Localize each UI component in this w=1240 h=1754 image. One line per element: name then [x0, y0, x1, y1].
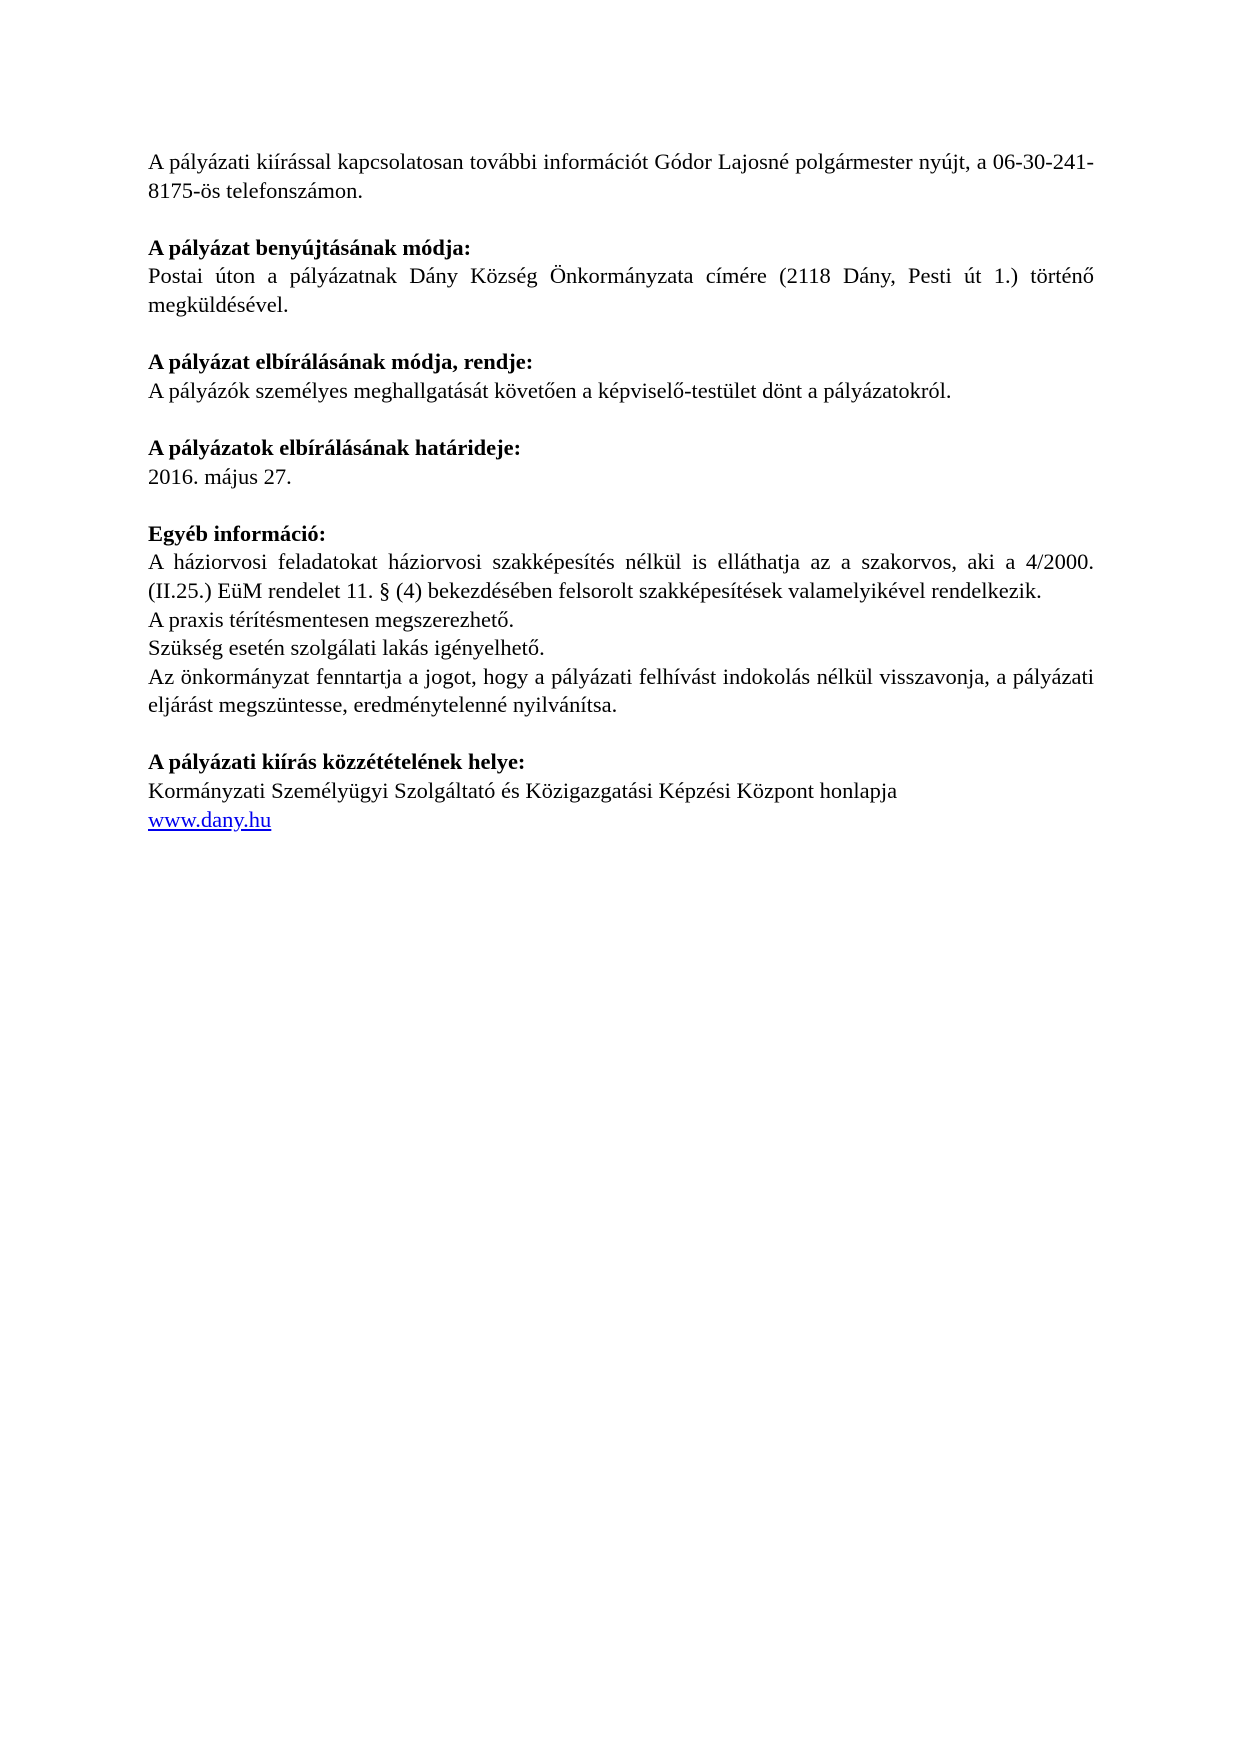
website-link[interactable]: www.dany.hu — [148, 806, 272, 832]
section-heading-publication: A pályázati kiírás közzétételének helye: — [148, 749, 526, 775]
section-heading-evaluation: A pályázat elbírálásának módja, rendje: — [148, 349, 534, 375]
section-body-deadline: 2016. május 27. — [148, 463, 292, 489]
section-body-submission: Postai úton a pályázatnak Dány Község Önkormányzata címére (2118 Dány, Pesti út 1.) történő megküldésével. — [148, 263, 1094, 317]
section-body-evaluation: A pályázók személyes meghallgatását követően a képviselő-testület dönt a pályázatokról. — [148, 377, 952, 403]
other-info-paragraph: Szükség esetén szolgálati lakás igényelhető. — [148, 635, 545, 661]
section-heading-other-info: Egyéb információ: — [148, 520, 327, 546]
intro-paragraph: A pályázati kiírással kapcsolatosan további információt Gódor Lajosné polgármester nyújt, a 06-30-241-8175-ös telefonszámon. — [148, 149, 1094, 203]
other-info-paragraph: A háziorvosi feladatokat háziorvosi szakképesítés nélkül is elláthatja az a szakorvos, aki a 4/2000. (II.25.) EüM rendelet 11. § (4) bekezdésében felsorolt szakképesítések valamelyikével rendelkezik. — [148, 549, 1094, 603]
spacer — [148, 720, 1094, 749]
section-evaluation — [148, 348, 1094, 405]
section-submission — [148, 234, 1094, 320]
section-heading-deadline: A pályázatok elbírálásának határideje: — [148, 434, 522, 460]
section-body-publication: Kormányzati Személyügyi Szolgáltató és Közigazgatási Képzési Központ honlapja — [148, 778, 898, 804]
section-heading-submission: A pályázat benyújtásának módja: — [148, 234, 472, 260]
spacer — [148, 405, 1094, 434]
spacer — [148, 491, 1094, 520]
document-body — [148, 148, 1094, 834]
spacer — [148, 320, 1094, 349]
section-deadline — [148, 434, 1094, 491]
spacer — [148, 205, 1094, 234]
other-info-paragraph: Az önkormányzat fenntartja a jogot, hogy a pályázati felhívást indokolás nélkül visszavonja, a pályázati eljárást megszüntesse, eredménytelenné nyilvánítsa. — [148, 663, 1094, 718]
section-publication — [148, 748, 1094, 834]
other-info-paragraph: A praxis térítésmentesen megszerezhető. — [148, 606, 515, 632]
section-other-info — [148, 520, 1094, 720]
website-link-line — [148, 806, 1094, 835]
